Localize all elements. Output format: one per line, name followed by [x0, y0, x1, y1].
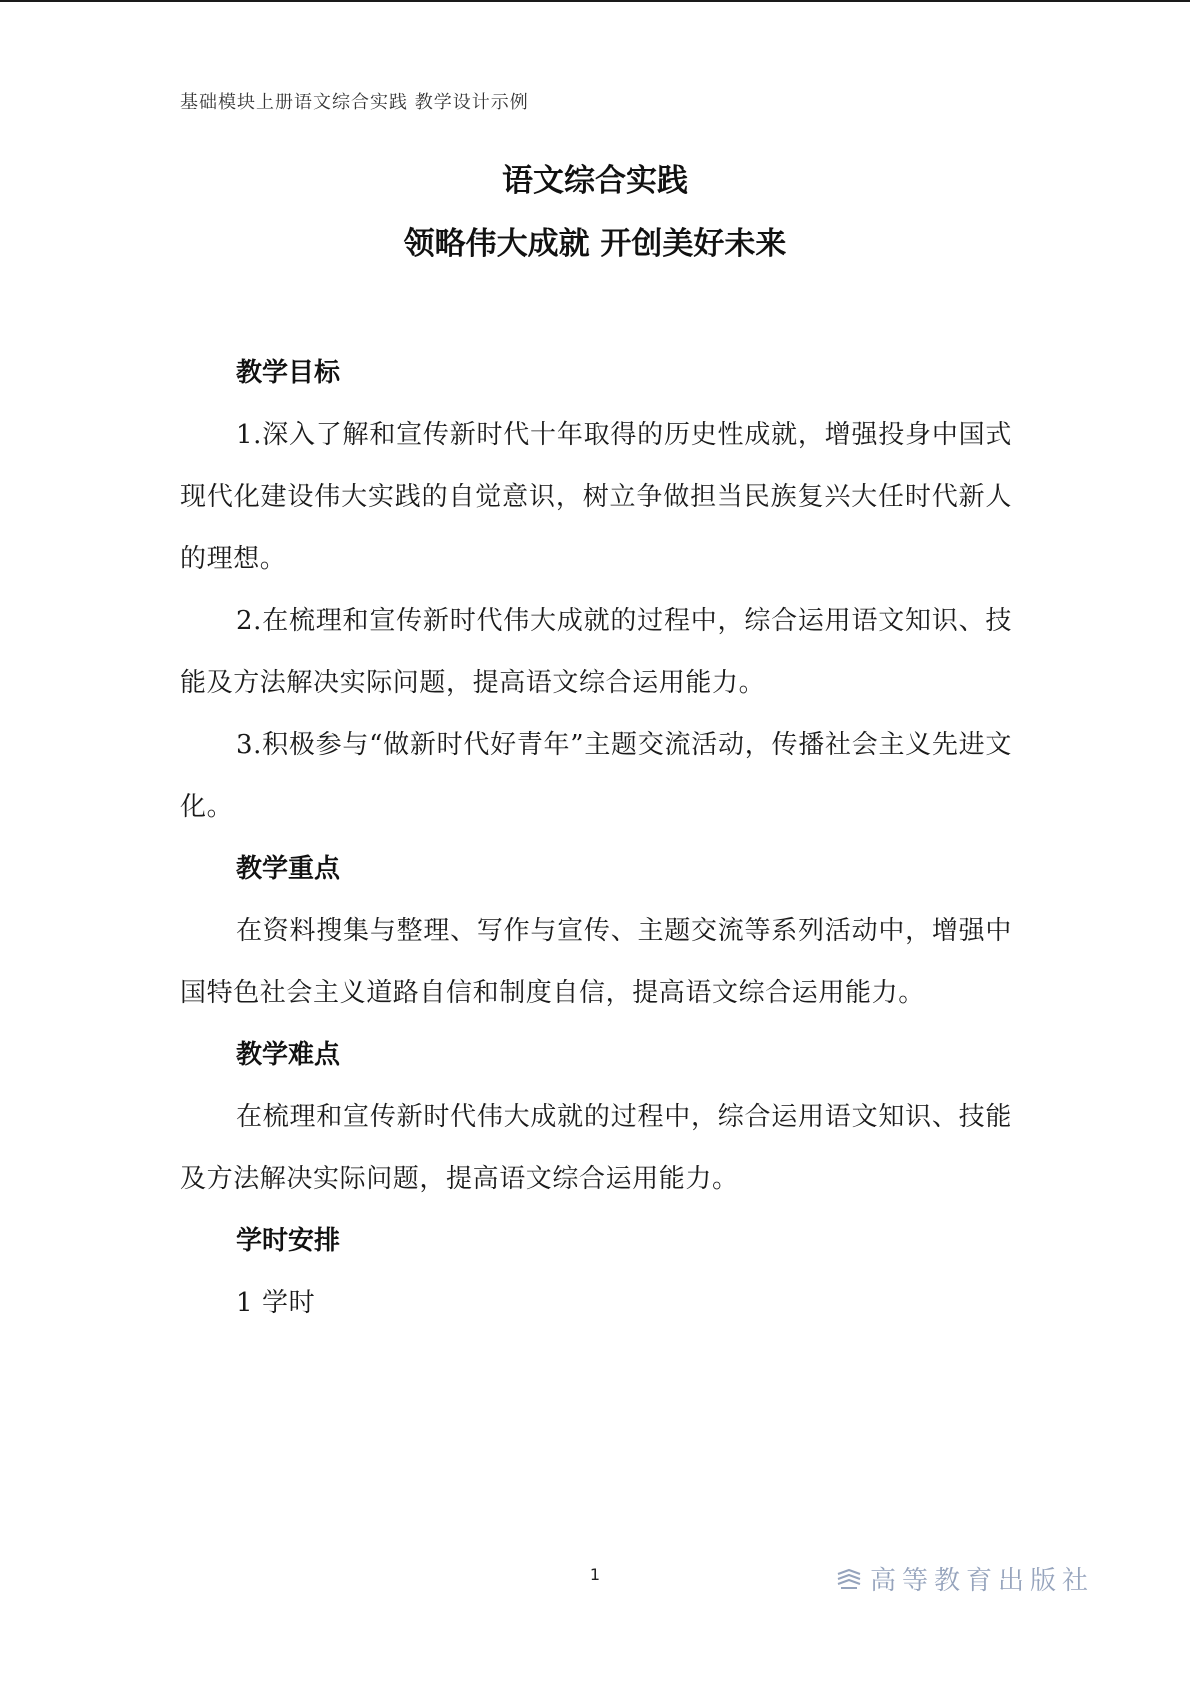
- objective-item-1: 1.深入了解和宣传新时代十年取得的历史性成就，增强投身中国式现代化建设伟大实践的自觉意识，树立争做担当民族复兴大任时代新人的理想。: [180, 420, 1012, 574]
- schedule-text: 1 学时: [236, 1288, 316, 1318]
- document-body: [180, 342, 1012, 1334]
- objective-item-3: 3.积极参与“做新时代好青年”主题交流活动，传播社会主义先进文化。: [180, 730, 1012, 822]
- objective-item-2: 2.在梳理和宣传新时代伟大成就的过程中，综合运用语文知识、技能及方法解决实际问题，提高语文综合运用能力。: [180, 606, 1012, 698]
- section-heading-key-points: 教学重点: [236, 854, 341, 884]
- difficulties-text: 在梳理和宣传新时代伟大成就的过程中，综合运用语文知识、技能及方法解决实际问题，提高语文综合运用能力。: [180, 1102, 1012, 1194]
- section-heading-difficulties: 教学难点: [236, 1040, 341, 1070]
- running-header: 基础模块上册语文综合实践 教学设计示例: [180, 92, 529, 113]
- section-heading-schedule: 学时安排: [236, 1226, 341, 1256]
- top-rule: [0, 0, 1190, 2]
- section-heading-objectives: 教学目标: [236, 358, 341, 388]
- publisher-name: 高等教育出版社: [870, 1566, 1095, 1596]
- document-title: 语文综合实践: [502, 163, 688, 199]
- publisher-logo: [836, 1560, 1094, 1597]
- key-points-text: 在资料搜集与整理、写作与宣传、主题交流等系列活动中，增强中国特色社会主义道路自信和制度自信，提高语文综合运用能力。: [180, 916, 1012, 1008]
- publisher-logo-icon: [836, 1568, 862, 1590]
- document-subtitle: 领略伟大成就 开创美好未来: [403, 226, 787, 262]
- page-number: 1: [589, 1565, 601, 1584]
